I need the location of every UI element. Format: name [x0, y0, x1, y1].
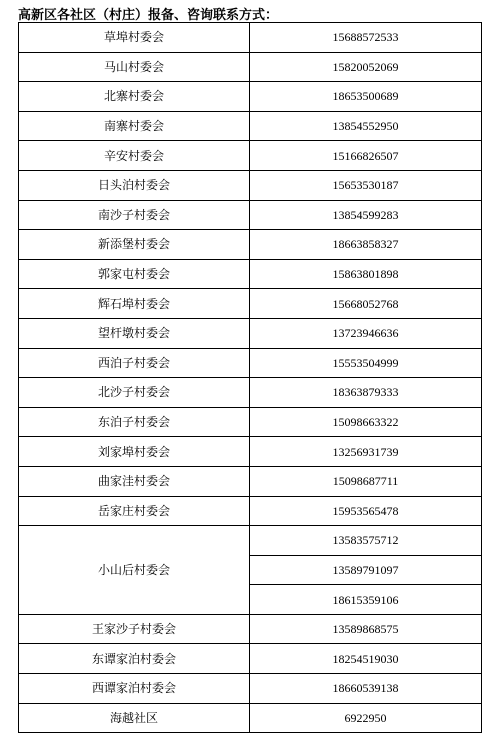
- table-row: [19, 200, 482, 230]
- phone-number-cell: 15820052069: [250, 52, 482, 82]
- table-row: [19, 170, 482, 200]
- phone-number-cell: 13589791097: [250, 555, 482, 585]
- table-row: [19, 141, 482, 171]
- village-name-cell: 辉石埠村委会: [19, 289, 250, 319]
- table-row: [19, 526, 482, 556]
- phone-number-cell: 13854552950: [250, 111, 482, 141]
- phone-number-cell: 15098687711: [250, 466, 482, 496]
- phone-number-cell: 13589868575: [250, 614, 482, 644]
- phone-number-cell: 13583575712: [250, 526, 482, 556]
- phone-number-cell: 13854599283: [250, 200, 482, 230]
- table-row: [19, 52, 482, 82]
- contact-table-body: [19, 23, 482, 733]
- phone-number-cell: 13256931739: [250, 437, 482, 467]
- table-row: [19, 348, 482, 378]
- phone-number-cell: 18653500689: [250, 82, 482, 112]
- village-name-cell: 西泊子村委会: [19, 348, 250, 378]
- table-row: [19, 289, 482, 319]
- table-row: [19, 318, 482, 348]
- phone-number-cell: 13723946636: [250, 318, 482, 348]
- table-row: [19, 466, 482, 496]
- village-name-cell: 马山村委会: [19, 52, 250, 82]
- table-row: [19, 259, 482, 289]
- phone-number-cell: 18615359106: [250, 585, 482, 615]
- phone-number-cell: 15166826507: [250, 141, 482, 171]
- village-name-cell: 王家沙子村委会: [19, 614, 250, 644]
- village-name-cell: 南沙子村委会: [19, 200, 250, 230]
- phone-number-cell: 15953565478: [250, 496, 482, 526]
- village-name-cell: 郭家屯村委会: [19, 259, 250, 289]
- phone-number-cell: 15668052768: [250, 289, 482, 319]
- table-row: [19, 82, 482, 112]
- table-row: [19, 111, 482, 141]
- village-name-cell: 南寨村委会: [19, 111, 250, 141]
- village-name-cell: 新添堡村委会: [19, 230, 250, 260]
- table-row: [19, 230, 482, 260]
- phone-number-cell: 18254519030: [250, 644, 482, 674]
- table-row: [19, 674, 482, 704]
- table-row: [19, 496, 482, 526]
- village-name-cell: 曲家洼村委会: [19, 466, 250, 496]
- village-name-cell: 望杆墩村委会: [19, 318, 250, 348]
- village-name-cell: 岳家庄村委会: [19, 496, 250, 526]
- table-row: [19, 703, 482, 733]
- phone-number-cell: 15863801898: [250, 259, 482, 289]
- table-row: [19, 437, 482, 467]
- contact-table: [18, 22, 482, 733]
- village-name-cell: 日头泊村委会: [19, 170, 250, 200]
- village-name-cell: 北寨村委会: [19, 82, 250, 112]
- phone-number-cell: 15553504999: [250, 348, 482, 378]
- table-row: [19, 407, 482, 437]
- village-name-cell: 刘家埠村委会: [19, 437, 250, 467]
- table-row: [19, 23, 482, 53]
- table-row: [19, 378, 482, 408]
- village-name-cell: 小山后村委会: [19, 526, 250, 615]
- village-name-cell: 草埠村委会: [19, 23, 250, 53]
- village-name-cell: 辛安村委会: [19, 141, 250, 171]
- village-name-cell: 北沙子村委会: [19, 378, 250, 408]
- phone-number-cell: 18663858327: [250, 230, 482, 260]
- phone-number-cell: 15653530187: [250, 170, 482, 200]
- village-name-cell: 海越社区: [19, 703, 250, 733]
- village-name-cell: 西谭家泊村委会: [19, 674, 250, 704]
- phone-number-cell: 6922950: [250, 703, 482, 733]
- table-row: [19, 644, 482, 674]
- phone-number-cell: 15098663322: [250, 407, 482, 437]
- page-heading: 高新区各社区（村庄）报备、咨询联系方式：: [18, 8, 279, 23]
- table-row: [19, 614, 482, 644]
- village-name-cell: 东谭家泊村委会: [19, 644, 250, 674]
- phone-number-cell: 18363879333: [250, 378, 482, 408]
- phone-number-cell: 18660539138: [250, 674, 482, 704]
- village-name-cell: 东泊子村委会: [19, 407, 250, 437]
- phone-number-cell: 15688572533: [250, 23, 482, 53]
